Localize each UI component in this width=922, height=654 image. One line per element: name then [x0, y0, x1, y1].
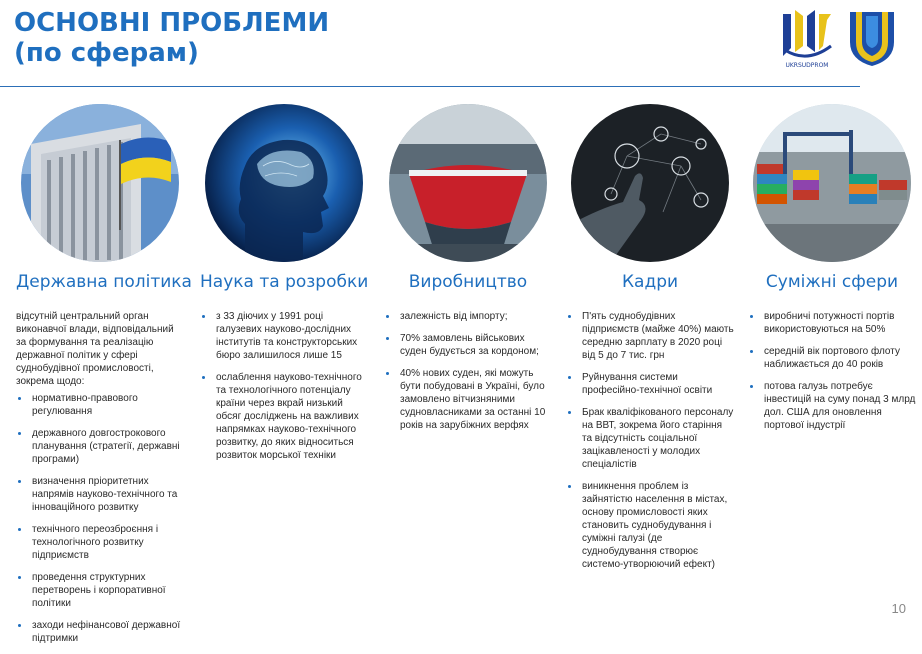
logo-text: UKRSUDPROM: [785, 62, 829, 69]
column-state-policy: [16, 104, 192, 654]
column-science: [200, 104, 368, 471]
ukrsudprom-logo: [779, 6, 835, 70]
list-item: залежність від імпорту;: [384, 310, 552, 323]
network-people-photo: [571, 104, 729, 262]
list-item: виробничі потужності портів використовуються на 50%: [748, 310, 916, 336]
list-item: технічного переозброєння і технологічного розвитку підприємств: [16, 523, 184, 562]
column-heading: Державна політика: [16, 272, 192, 292]
column-intro: відсутній центральний орган виконавчої влади, відповідальний за формування та реалізацію державної політик у сфері суднобудівної промисловості, зокрема щодо:: [16, 311, 174, 387]
port-containers-photo: [753, 104, 911, 262]
list-item: Руйнування системи професійно-технічної освіти: [566, 371, 734, 397]
column-heading: Кадри: [621, 272, 679, 292]
column-heading: Наука та розробки: [200, 272, 369, 292]
column-heading: Виробництво: [408, 272, 528, 292]
title-line-2: (по сферам): [14, 38, 199, 68]
shield-logo-icon: [846, 8, 898, 68]
list-item: 70% замовлень військових суден будується за кордоном;: [384, 332, 552, 358]
list-item: Брак кваліфікованого персоналу на ВВТ, зокрема його старіння та відсутність соціальної зацікавленості у молодих спеціалістів: [566, 406, 734, 471]
page-number: 10: [891, 601, 906, 616]
digital-brain-photo: [205, 104, 363, 262]
list-item: визначення пріоритетних напрямів науково-технічного та інноваційного розвитку: [16, 475, 184, 514]
list-item: ослаблення науково-технічного та технологічного потенціалу країни через вкрай низький обсяг досліджень на важливих напрямках науково-технічного розвитку, до яких відноситься розвиток морської техніки: [200, 371, 368, 462]
list-item: нормативно-правового регулювання: [16, 392, 184, 418]
list-item: проведення структурних перетворень і корпоративної політики: [16, 571, 184, 610]
column-production: [384, 104, 552, 441]
column-related-fields: [748, 104, 916, 441]
slide-title: [14, 8, 329, 68]
list-item: 40% нових суден, які можуть бути побудовані в Україні, було замовлено вітчизняними судновласниками за останні 10 років на зарубіжних верфях: [384, 367, 552, 432]
list-item: П'ять суднобудівних підприємств (майже 40%) мають середню зарплату в 2020 році від 5 до 7 тис. грн: [566, 310, 734, 362]
list-item: державного довгострокового планування (стратегії, державні програми): [16, 427, 184, 466]
shipyard-photo: [389, 104, 547, 262]
list-item: виникнення проблем із зайнятістю населення в містах, основу промисловості яких становить суднобудування і суміжні галузі (де суднобудування створює системо-утворюючий ефект): [566, 480, 734, 571]
header-divider: [0, 86, 860, 87]
list-item: середній вік портового флоту наближається до 40 років: [748, 345, 916, 371]
list-item: з 33 діючих у 1991 році галузевих науково-дослідних інститутів та конструкторських бюро залишилося лише 15: [200, 310, 368, 362]
column-heading: Суміжні сфери: [765, 272, 899, 292]
list-item: заходи нефінансової державної підтримки: [16, 619, 184, 645]
column-personnel: [566, 104, 734, 580]
list-item: потова галузь потребує інвестицій на суму понад 3 млрд дол. США для оновлення портової індустрії: [748, 380, 916, 432]
government-building-photo: [21, 104, 179, 262]
title-line-1: ОСНОВНІ ПРОБЛЕМИ: [14, 8, 330, 38]
